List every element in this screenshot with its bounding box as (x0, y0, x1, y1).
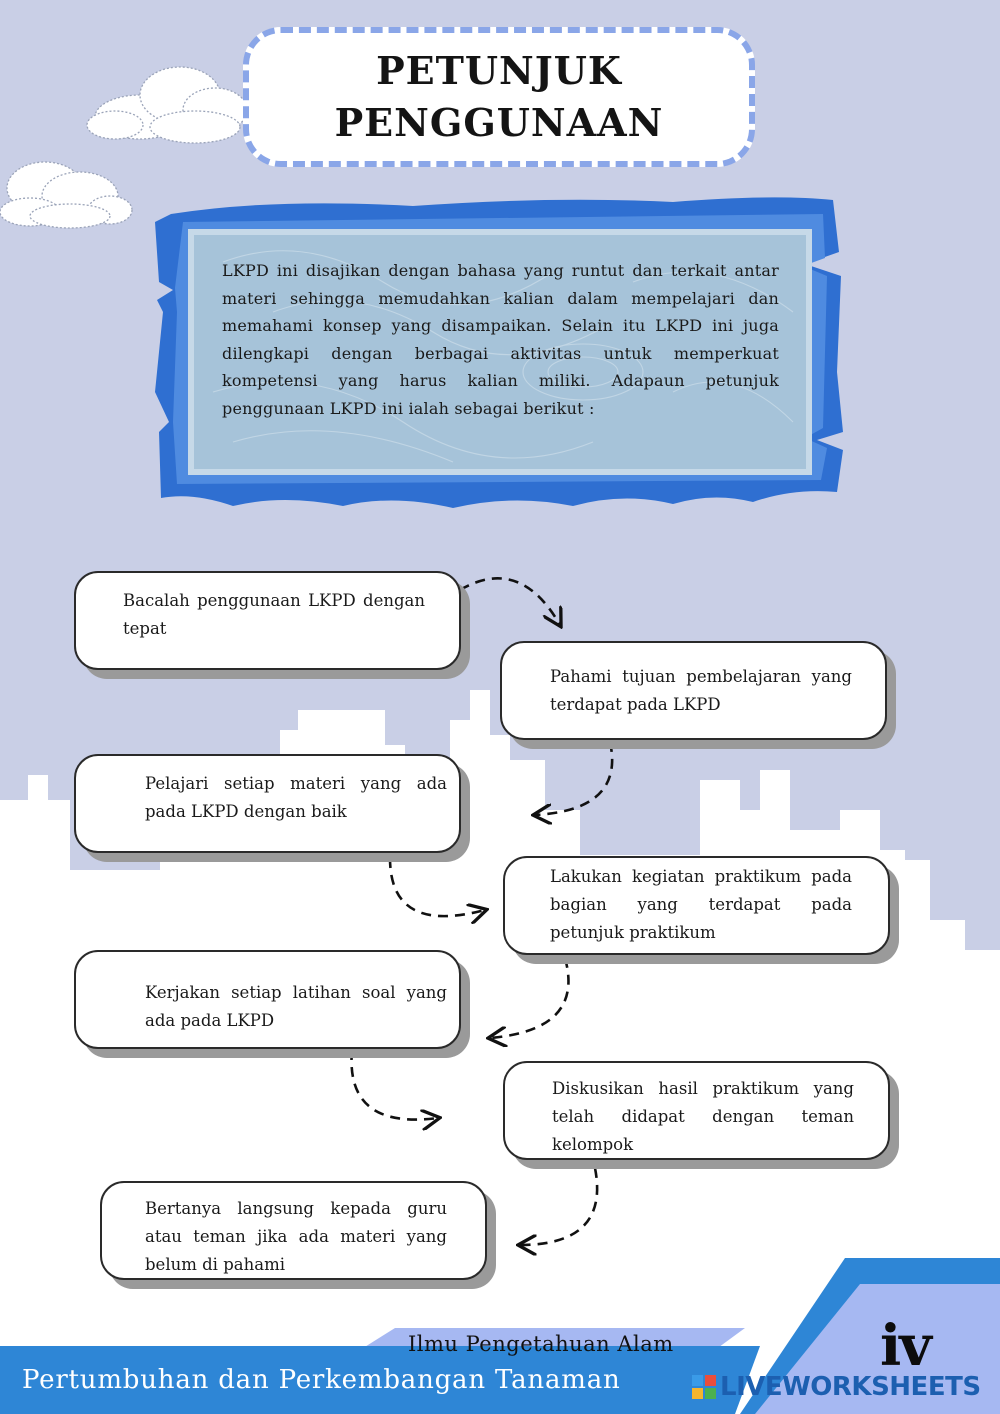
step-text-4: Lakukan kegiatan praktikum pada bagian yang terdapat pada petunjuk praktikum (550, 867, 852, 942)
footer-subject: Ilmu Pengetahuan Alam (408, 1332, 674, 1356)
page-title-box (243, 27, 755, 167)
step-box-6 (503, 1061, 890, 1160)
step-text-5: Kerjakan setiap latihan soal yang ada pada LKPD (145, 983, 447, 1030)
liveworksheets-icon (692, 1375, 716, 1399)
cloud-decoration (80, 55, 255, 150)
liveworksheets-logo[interactable] (692, 1370, 981, 1404)
step-box-2 (500, 641, 887, 740)
liveworksheets-text: LIVEWORKSHEETS (720, 1372, 981, 1402)
cloud-decoration (0, 148, 135, 233)
step-text-3: Pelajari setiap materi yang ada pada LKPD dengan baik (145, 774, 447, 821)
step-text-1: Bacalah penggunaan LKPD dengan tepat (123, 591, 425, 638)
page-title-line-1: PETUNJUK (376, 48, 622, 93)
intro-paragraph: LKPD ini disajikan dengan bahasa yang runtut dan terkait antar materi sehingga memudahkan kalian dalam mempelajari dan memahami konsep yang disampaikan. Selain itu LKPD ini juga dilengkapi dengan berbagai aktivitas untuk memperkuat kompetensi yang harus kalian miliki. Adapaun petunjuk penggunaan LKPD ini ialah sebagai berikut : (222, 261, 779, 418)
step-box-4 (503, 856, 890, 955)
page-title-line-2: PENGGUNAAN (334, 100, 664, 145)
footer-topic: Pertumbuhan dan Perkembangan Tanaman (22, 1365, 621, 1395)
step-box-5 (74, 950, 461, 1049)
step-text-6: Diskusikan hasil praktikum yang telah didapat dengan teman kelompok (552, 1079, 854, 1154)
step-text-7: Bertanya langsung kepada guru atau teman jika ada materi yang belum di pahami (145, 1199, 447, 1274)
arrow-step1-to-step2 (460, 578, 560, 625)
step-box-3 (74, 754, 461, 853)
liveworksheets-mark: iv (880, 1313, 930, 1379)
page-title (335, 45, 664, 149)
step-box-1 (74, 571, 461, 670)
step-text-2: Pahami tujuan pembelajaran yang terdapat pada LKPD (550, 667, 852, 714)
